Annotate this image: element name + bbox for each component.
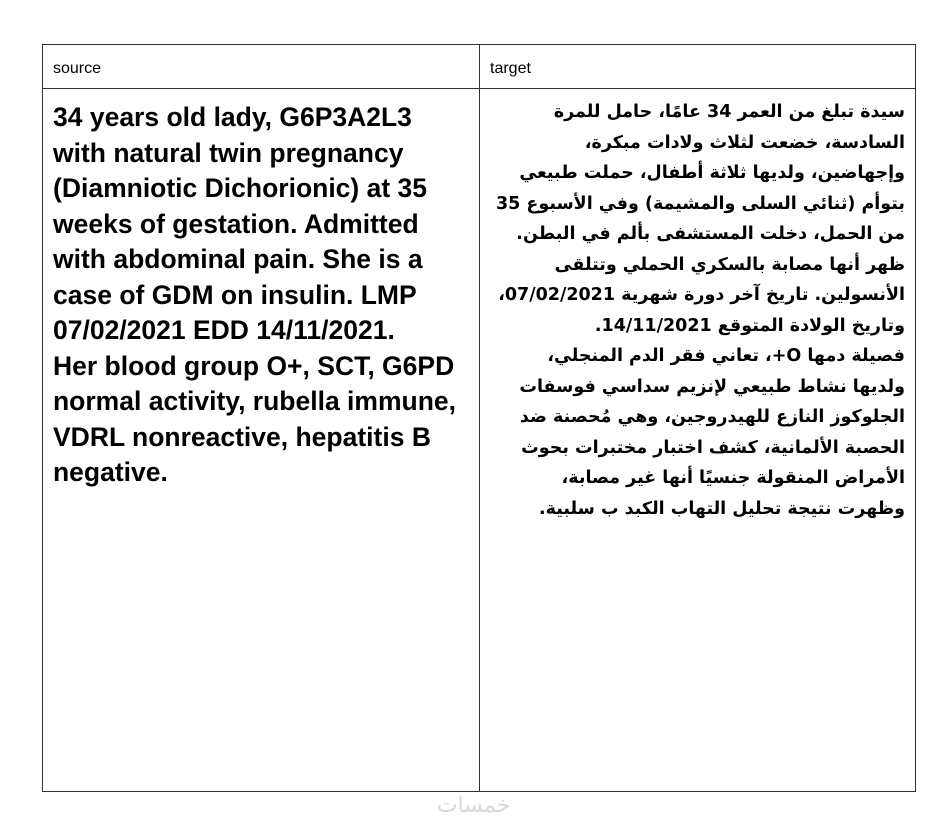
target-cell (480, 89, 916, 792)
source-cell (43, 89, 480, 792)
target-header: target (480, 45, 916, 89)
translation-table (42, 44, 916, 792)
source-paragraph-2: Her blood group O+, SCT, G6PD normal activity, rubella immune, VDRL nonreactive, hepatitis B negative. (53, 350, 457, 487)
source-header: source (43, 45, 480, 89)
target-paragraph-2: فصيلة دمها O+، تعاني فقر الدم المنجلي، ولديها نشاط طبيعي لإنزيم سداسي فوسفات الجلوكوز النازع للهيدروجين، وهي مُحصنة ضد الحصبة الألمانية، كشف اختبار مختبرات بحوث الأمراض المنقولة جنسيًا أنها غير مصابة، وظهرت نتيجة تحليل التهاب الكبد ب سلبية. (519, 346, 905, 519)
source-paragraph-1: 34 years old lady, G6P3A2L3 with natural twin pregnancy (Diamniotic Dichorionic) at 35 weeks of gestation. Admitted with abdominal pain. She is a case of GDM on insulin. LMP 07/02/2021 EDD 14/11/2021. (53, 102, 428, 345)
header-row (43, 45, 916, 89)
content-row (43, 89, 916, 792)
target-paragraph-1: سيدة تبلغ من العمر 34 عامًا، حامل للمرة السادسة، خضعت لثلاث ولادات مبكرة، وإجهاضين، ولديها ثلاثة أطفال، حملت طبيعي بتوأم (ثنائي السلى والمشيمة) وفي الأسبوع 35 من الحمل، دخلت المستشفى بألم في البطن. ظهر أنها مصابة بالسكري الحملي وتتلقى الأنسولين. تاريخ آخر دورة شهرية 07/02/2021، وتاريخ الولادة المتوقع 14/11/2021. (495, 102, 905, 336)
watermark-logo: خمسات (436, 793, 511, 818)
